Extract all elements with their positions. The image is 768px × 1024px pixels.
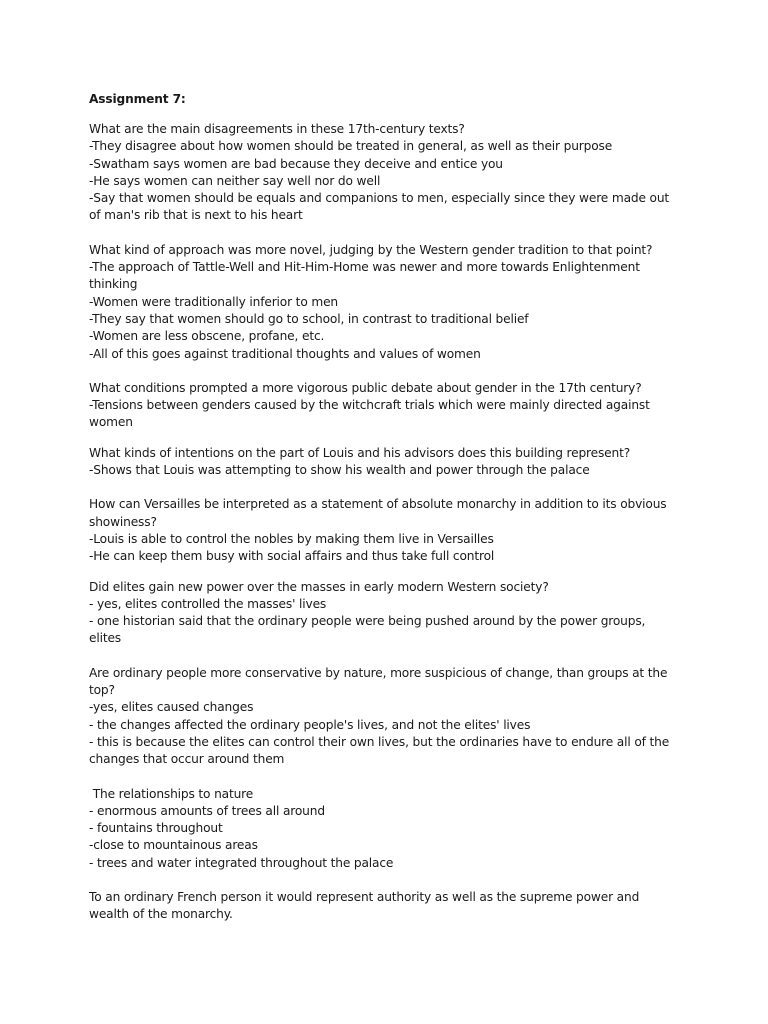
section-elites-power [89, 579, 679, 648]
answer-line: -Women were traditionally inferior to men [89, 294, 338, 309]
answer-line: -The approach of Tattle-Well and Hit-Him-Home was newer and more towards Enlightenment thinking [89, 260, 640, 292]
section-ordinary-people [89, 665, 679, 769]
answer-line: - fountains throughout [89, 821, 223, 836]
answer-line: -Louis is able to control the nobles by making them live in Versailles [89, 531, 494, 546]
document-title: Assignment 7: [89, 92, 186, 106]
answer-line: - the changes affected the ordinary people's lives, and not the elites' lives [89, 717, 531, 732]
question-line: What are the main disagreements in these 17th-century texts? [89, 122, 465, 136]
question-line: What kinds of intentions on the part of Louis and his advisors does this building represent? [89, 445, 631, 460]
answer-line: -He can keep them busy with social affairs and thus take full control [89, 549, 495, 564]
question-line: The relationships to nature [89, 786, 254, 801]
answer-line: -yes, elites caused changes [89, 700, 254, 715]
answer-line: -Shows that Louis was attempting to show his wealth and power through the palace [89, 463, 590, 478]
answer-line: - yes, elites controlled the masses' lives [89, 596, 327, 611]
answer-line: -All of this goes against traditional thoughts and values of women [89, 346, 481, 361]
answer-line: - enormous amounts of trees all around [89, 803, 325, 818]
section-gender-debate [89, 380, 679, 432]
question-line: What kind of approach was more novel, judging by the Western gender tradition to that point? [89, 242, 653, 257]
answer-line: -Say that women should be equals and companions to men, especially since they were made out of man's rib that is next to his heart [89, 191, 670, 223]
answer-line: -He says women can neither say well nor do well [89, 173, 381, 188]
answer-line: -Swatham says women are bad because they deceive and entice you [89, 156, 503, 171]
question-line: Are ordinary people more conservative by nature, more suspicious of change, than groups at the top? [89, 665, 668, 698]
answer-line: -They disagree about how women should be treated in general, as well as their purpose [89, 139, 613, 154]
question-line: What conditions prompted a more vigorous public debate about gender in the 17th century? [89, 380, 642, 395]
answer-line: - this is because the elites can control their own lives, but the ordinaries have to endure all of the changes that occur around them [89, 734, 670, 767]
section-louis-intentions [89, 445, 679, 480]
question-line: How can Versailles be interpreted as a statement of absolute monarchy in addition to its obvious showiness? [89, 497, 667, 529]
section-french-person [89, 889, 679, 924]
document-page [89, 91, 679, 941]
answer-line: - one historian said that the ordinary people were being pushed around by the power groups, elites [89, 614, 646, 646]
section-versailles-absolutism [89, 496, 679, 565]
paragraph-line: To an ordinary French person it would represent authority as well as the supreme power and wealth of the monarchy. [89, 889, 640, 922]
section-relationships-nature [89, 786, 679, 872]
answer-line: -close to mountainous areas [89, 838, 258, 853]
section-17th-century-texts [89, 121, 679, 225]
answer-line: -They say that women should go to school, in contrast to traditional belief [89, 311, 529, 326]
answer-line: -Women are less obscene, profane, etc. [89, 329, 325, 344]
answer-line: - trees and water integrated throughout the palace [89, 855, 394, 870]
section-novel-approach [89, 242, 679, 363]
question-line: Did elites gain new power over the masses in early modern Western society? [89, 579, 549, 594]
answer-line: -Tensions between genders caused by the witchcraft trials which were mainly directed against women [89, 398, 650, 430]
